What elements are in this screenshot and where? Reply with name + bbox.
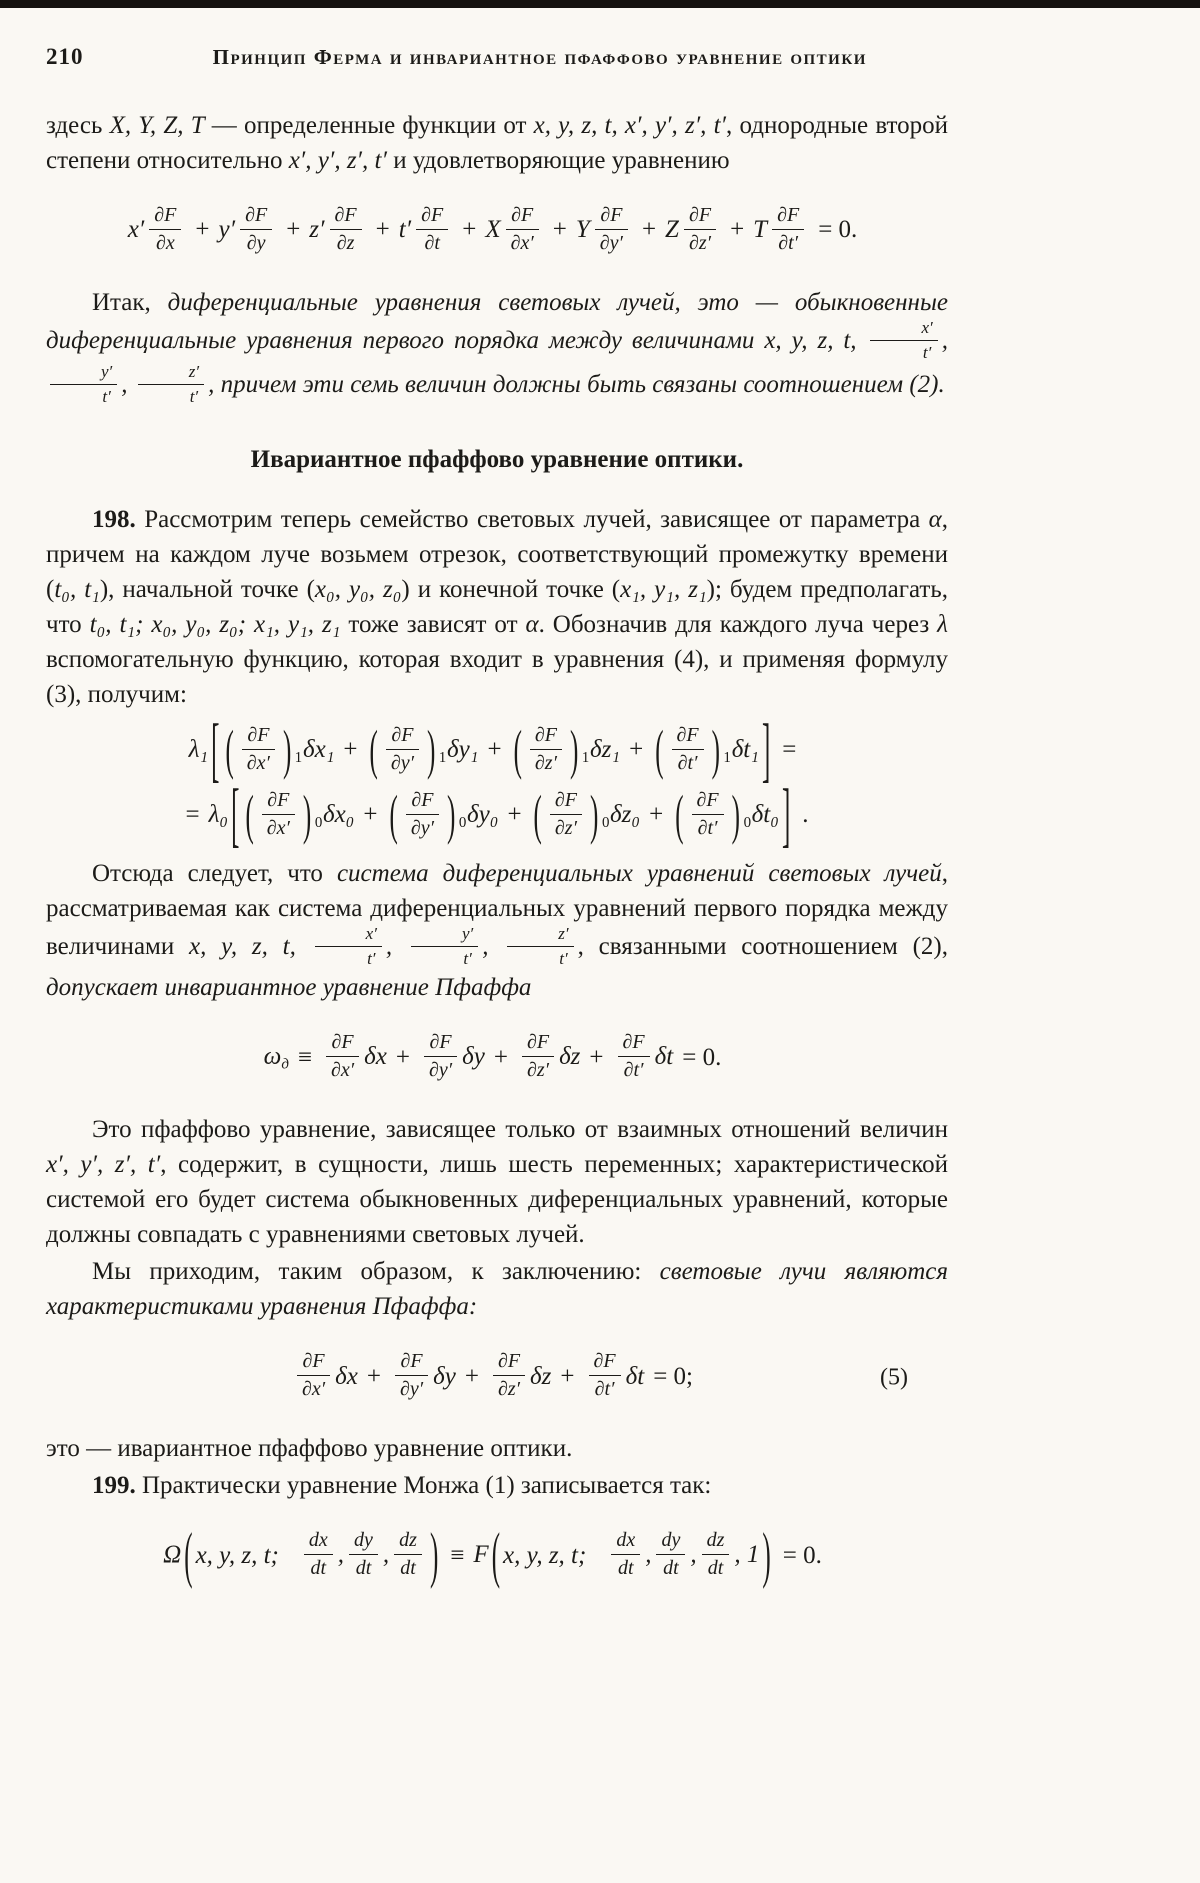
equation-number: (5) bbox=[880, 1364, 908, 1391]
fraction: $\frac{\partial F}{\partial t'}$ bbox=[589, 1350, 621, 1401]
big-delimiter: ) bbox=[711, 721, 720, 782]
text-run: система диференциальных уравнений световых лучей bbox=[336, 860, 942, 888]
text-run: ) и конечной точке ( bbox=[401, 576, 621, 604]
text-run: δz bbox=[530, 1362, 552, 1390]
big-delimiter: ) bbox=[762, 1523, 771, 1591]
text-run: Мы приходим, таким образом, к заключению: bbox=[92, 1258, 660, 1286]
paragraph-six-variables bbox=[46, 1112, 948, 1252]
fraction: $\frac{\partial F}{\partial y'}$ bbox=[424, 1031, 457, 1082]
paragraph-invariant-note bbox=[46, 1431, 948, 1466]
text-run: , bbox=[385, 932, 407, 960]
text-run: ₁ bbox=[581, 736, 591, 764]
paragraph-characteristics bbox=[46, 1254, 948, 1324]
text-run: + bbox=[375, 216, 390, 244]
text-run: ₀ bbox=[742, 801, 752, 829]
text-run: допускает инвариантное уравнение Пфаффа bbox=[46, 974, 532, 1002]
paragraph-conclusion-rays bbox=[46, 285, 948, 408]
text-run: = 0. bbox=[782, 1541, 822, 1569]
fraction: $\frac{\partial F}{\partial z'}$ bbox=[530, 724, 562, 775]
text-run: x′, y′, z′, t′ bbox=[288, 147, 387, 174]
big-delimiter: ( bbox=[533, 786, 542, 847]
text-run: 199. bbox=[92, 1472, 136, 1500]
text-run: δz₀ bbox=[610, 801, 641, 829]
text-run: ), начальной точке ( bbox=[99, 576, 315, 604]
fraction: $\frac{\partial F}{\partial x'}$ bbox=[242, 724, 275, 775]
text-run: δy₀ bbox=[467, 801, 499, 829]
text-run: δt₀ bbox=[751, 801, 779, 829]
text-run: Практически уравнение Монжа (1) записывается так: bbox=[135, 1472, 712, 1500]
formula-pfaff-omega bbox=[46, 1033, 948, 1084]
text-run: δy bbox=[433, 1362, 456, 1390]
fraction: $\frac{dz}{dt}$ bbox=[702, 1529, 730, 1580]
text-run: δx₀ bbox=[322, 801, 355, 829]
fraction: $\frac{dx}{dt}$ bbox=[304, 1529, 333, 1580]
text-run: λ₀ bbox=[208, 801, 229, 829]
text-run: + bbox=[363, 801, 378, 829]
text-run: λ bbox=[937, 611, 948, 639]
fraction: $\frac{\partial F}{\partial y}$ bbox=[240, 204, 272, 255]
fraction: $\frac{\partial F}{\partial t'}$ bbox=[692, 789, 724, 840]
fraction: $\frac{z'}{t'}$ bbox=[507, 924, 573, 968]
text-run: + bbox=[493, 1043, 508, 1071]
text-run: , bbox=[941, 326, 948, 354]
paragraph-199 bbox=[46, 1468, 948, 1503]
text-run: , bbox=[645, 1541, 652, 1569]
text-run: F bbox=[473, 1541, 489, 1569]
page-number: 210 bbox=[46, 44, 84, 69]
big-delimiter: ) bbox=[426, 721, 436, 782]
fraction: $\frac{\partial F}{\partial y'}$ bbox=[595, 204, 628, 255]
text-run: Z bbox=[665, 216, 679, 244]
big-delimiter: ( bbox=[245, 786, 254, 847]
fraction: $\frac{\partial F}{\partial x}$ bbox=[149, 204, 181, 255]
text-run: + bbox=[462, 216, 477, 244]
text-run: x′, y′, z′, t′ bbox=[46, 1151, 161, 1179]
section-heading: Ивариантное пфаффово уравнение оптики. bbox=[250, 446, 744, 474]
text-run: вспомогательную функцию, которая входит в уравнения (4), и применяя формулу (3), получим: bbox=[46, 646, 948, 709]
text-run: + bbox=[560, 1362, 575, 1390]
text-run: α bbox=[525, 611, 539, 639]
text-run: = bbox=[185, 801, 200, 829]
text-run: δy bbox=[462, 1043, 485, 1071]
text-run: ₁ bbox=[438, 736, 448, 764]
big-delimiter: ( bbox=[655, 721, 664, 782]
text-run: x₀, y₀, z₀ bbox=[314, 576, 402, 604]
big-delimiter: ) bbox=[731, 786, 740, 847]
text-run: δt bbox=[654, 1043, 674, 1071]
text-run: + bbox=[286, 216, 301, 244]
page-content bbox=[0, 8, 1200, 1670]
text-run: δx₁ bbox=[302, 736, 335, 764]
text-run: + bbox=[507, 801, 522, 829]
fraction: $\frac{dy}{dt}$ bbox=[656, 1529, 685, 1580]
big-delimiter: ] bbox=[761, 712, 771, 791]
text-run: , bbox=[337, 1541, 345, 1569]
text-run: = 0. bbox=[682, 1043, 722, 1071]
text-run: + bbox=[195, 216, 210, 244]
text-run: , причем эти семь величин должны быть связаны соотношением (2). bbox=[208, 370, 945, 398]
big-delimiter: ( bbox=[675, 786, 684, 847]
big-delimiter: [ bbox=[211, 712, 220, 791]
text-run: t₀, t₁; x₀, y₀, z₀; x₁, y₁, z₁ bbox=[89, 611, 341, 639]
text-run: Отсюда следует, что bbox=[92, 860, 337, 888]
text-run: д bbox=[281, 1056, 289, 1073]
text-run: δz₁ bbox=[590, 736, 621, 764]
formula-homogeneity bbox=[46, 206, 948, 257]
big-delimiter: ) bbox=[429, 1523, 439, 1591]
text-run: + bbox=[552, 216, 567, 244]
fraction: $\frac{\partial F}{\partial z'}$ bbox=[522, 1031, 554, 1082]
text-run: ≡ bbox=[297, 1043, 313, 1071]
paragraph-system bbox=[46, 856, 948, 1005]
big-delimiter: ( bbox=[389, 786, 398, 847]
text-run: + bbox=[641, 216, 657, 244]
text-run: здесь bbox=[46, 112, 110, 139]
text-run: = 0; bbox=[653, 1362, 693, 1390]
text-run: , bbox=[121, 370, 134, 398]
text-run: , bbox=[382, 1541, 390, 1569]
fraction: $\frac{y'}{t'}$ bbox=[411, 924, 478, 968]
fraction: $\frac{\partial F}{\partial y'}$ bbox=[406, 789, 439, 840]
text-run: x, y, z, t; bbox=[503, 1541, 587, 1569]
text-run: λ₁ bbox=[188, 736, 209, 764]
running-head bbox=[46, 44, 948, 70]
text-run: + bbox=[730, 216, 745, 244]
text-run: — определенные функции от bbox=[204, 112, 534, 139]
text-run: Это пфаффово уравнение, зависящее только от взаимных отношений величин bbox=[92, 1116, 948, 1144]
text-run: + bbox=[343, 736, 358, 764]
text-run: , связанными соотношением (2), bbox=[577, 932, 949, 960]
big-delimiter: ) bbox=[302, 786, 312, 847]
fraction: $\frac{\partial F}{\partial z'}$ bbox=[493, 1350, 525, 1401]
text-run: ≡ bbox=[450, 1541, 465, 1569]
formula-lambda-line2 bbox=[46, 777, 948, 856]
formula-lambda-line1 bbox=[46, 712, 948, 791]
big-delimiter: ) bbox=[570, 721, 579, 782]
big-delimiter: ( bbox=[184, 1523, 193, 1591]
fraction: $\frac{\partial F}{\partial z'}$ bbox=[684, 204, 716, 255]
text-run: Y bbox=[575, 216, 590, 244]
fraction: $\frac{dz}{dt}$ bbox=[394, 1529, 422, 1580]
text-run: + bbox=[464, 1362, 479, 1390]
text-run: Рассмотрим теперь семейство световых лучей, зависящее от параметра bbox=[135, 506, 929, 534]
paragraph-198 bbox=[46, 502, 948, 712]
text-run: ₁ bbox=[722, 736, 732, 764]
text-run: . bbox=[802, 801, 809, 829]
text-run: Итак, bbox=[92, 289, 168, 316]
text-run: t₀, t₁ bbox=[54, 576, 100, 604]
text-run: диференциальные уравнения световых лучей, это — обыкновенные диференциальные уравнения первого порядка между величинами x, y, z, t, bbox=[46, 289, 948, 354]
fraction: $\frac{y'}{t'}$ bbox=[50, 362, 117, 406]
text-run: ₀ bbox=[601, 801, 611, 829]
text-run: + bbox=[366, 1362, 381, 1390]
big-delimiter: ( bbox=[491, 1523, 501, 1591]
text-run: x, y, z, t; bbox=[195, 1541, 279, 1569]
text-run: Ω bbox=[163, 1541, 182, 1569]
text-run: и удовлетворяющие уравнению bbox=[386, 147, 730, 174]
fraction: $\frac{\partial F}{\partial t'}$ bbox=[618, 1031, 650, 1082]
formula-monge bbox=[46, 1523, 948, 1591]
text-run: z′ bbox=[309, 216, 325, 244]
text-run: δz bbox=[559, 1043, 581, 1071]
big-delimiter: ] bbox=[781, 777, 791, 856]
text-run: ₁ bbox=[294, 736, 303, 764]
fraction: $\frac{\partial F}{\partial z'}$ bbox=[550, 789, 582, 840]
paragraph-intro bbox=[46, 108, 948, 178]
fraction: $\frac{\partial F}{\partial y'}$ bbox=[386, 724, 419, 775]
text-run: x′ bbox=[127, 216, 145, 244]
text-run: . Обозначив для каждого луча через bbox=[538, 611, 938, 639]
big-delimiter: ) bbox=[446, 786, 456, 847]
text-run: , рассматриваемая как система диференциальных уравнений первого порядка между величинами bbox=[46, 860, 948, 960]
formula-pfaff-numbered bbox=[46, 1352, 948, 1403]
text-run: , причем на каждом луче возьмем отрезок, соответствующий промежутку времени ( bbox=[46, 506, 948, 604]
text-run: + bbox=[395, 1043, 410, 1071]
text-run: световые лучи являются характеристиками уравнения Пфаффа: bbox=[46, 1258, 948, 1321]
fraction: $\frac{\partial F}{\partial t'}$ bbox=[672, 724, 704, 775]
text-run: X bbox=[485, 216, 501, 244]
text-run: = bbox=[782, 736, 797, 764]
text-run: 198. bbox=[92, 506, 136, 534]
fraction: $\frac{\partial F}{\partial z}$ bbox=[330, 204, 362, 255]
text-run: δt₁ bbox=[731, 736, 759, 764]
fraction: $\frac{\partial F}{\partial x'}$ bbox=[506, 204, 539, 255]
formula-pfaff-body bbox=[292, 1350, 702, 1401]
text-run: , содержит, в сущности, лишь шесть переменных; характеристической системой его будет система обыкновенных диференциальных уравнений, которые должны совпадать с уравнениями световых лучей. bbox=[46, 1151, 948, 1249]
text-run: x₁, y₁, z₁ bbox=[620, 576, 707, 604]
big-delimiter: ( bbox=[369, 721, 378, 782]
text-run: ω bbox=[263, 1043, 282, 1071]
text-run: x, y, z, t, x′, y′, z′, t′ bbox=[533, 112, 727, 139]
text-run: δx bbox=[364, 1043, 387, 1071]
text-run: ); будем предполагать, что bbox=[46, 576, 949, 639]
text-run: + bbox=[649, 801, 664, 829]
fraction: $\frac{\partial F}{\partial t'}$ bbox=[772, 204, 804, 255]
fraction: $\frac{dy}{dt}$ bbox=[349, 1529, 378, 1580]
text-run: δy₁ bbox=[447, 736, 479, 764]
big-delimiter: ) bbox=[589, 786, 599, 847]
text-run: α bbox=[928, 506, 942, 534]
fraction: $\frac{\partial F}{\partial t}$ bbox=[416, 204, 448, 255]
running-title: Принцип Ферма и инвариантное пфаффово уравнение оптики bbox=[212, 45, 867, 69]
text-run: δx bbox=[335, 1362, 358, 1390]
text-run: ₀ bbox=[458, 801, 468, 829]
text-run: x, y, z, t, bbox=[189, 932, 311, 960]
fraction: $\frac{z'}{t'}$ bbox=[138, 362, 204, 406]
big-delimiter: ) bbox=[282, 721, 292, 782]
text-run: δt bbox=[625, 1362, 645, 1390]
big-delimiter: ( bbox=[513, 721, 522, 782]
fraction: $\frac{\partial F}{\partial x'}$ bbox=[262, 789, 295, 840]
fraction: $\frac{x'}{t'}$ bbox=[870, 318, 937, 362]
text-run: X, Y, Z, T bbox=[109, 112, 205, 139]
fraction: $\frac{\partial F}{\partial x'}$ bbox=[297, 1350, 330, 1401]
fraction: $\frac{\partial F}{\partial y'}$ bbox=[395, 1350, 428, 1401]
text-run: , bbox=[482, 932, 504, 960]
big-delimiter: ( bbox=[225, 721, 234, 782]
text-run: , 1 bbox=[734, 1541, 760, 1569]
text-run: это — ивариантное пфаффово уравнение оптики. bbox=[46, 1435, 573, 1463]
text-run: тоже зависят от bbox=[340, 611, 526, 639]
text-run: , bbox=[690, 1541, 697, 1569]
text-run: + bbox=[629, 736, 644, 764]
text-run: + bbox=[487, 736, 502, 764]
text-run: y′ bbox=[218, 216, 236, 244]
text-run: + bbox=[589, 1043, 604, 1071]
fraction: $\frac{x'}{t'}$ bbox=[315, 924, 382, 968]
big-delimiter: [ bbox=[231, 777, 240, 856]
fraction: $\frac{dx}{dt}$ bbox=[611, 1529, 640, 1580]
text-run: T bbox=[753, 216, 768, 244]
text-run: ₀ bbox=[314, 801, 323, 829]
scan-edge bbox=[0, 0, 1200, 8]
text-run: , однородные второй степени относительно bbox=[46, 112, 948, 174]
text-run: t′ bbox=[398, 216, 412, 244]
fraction: $\frac{\partial F}{\partial x'}$ bbox=[326, 1031, 359, 1082]
text-run: = 0. bbox=[818, 216, 858, 244]
